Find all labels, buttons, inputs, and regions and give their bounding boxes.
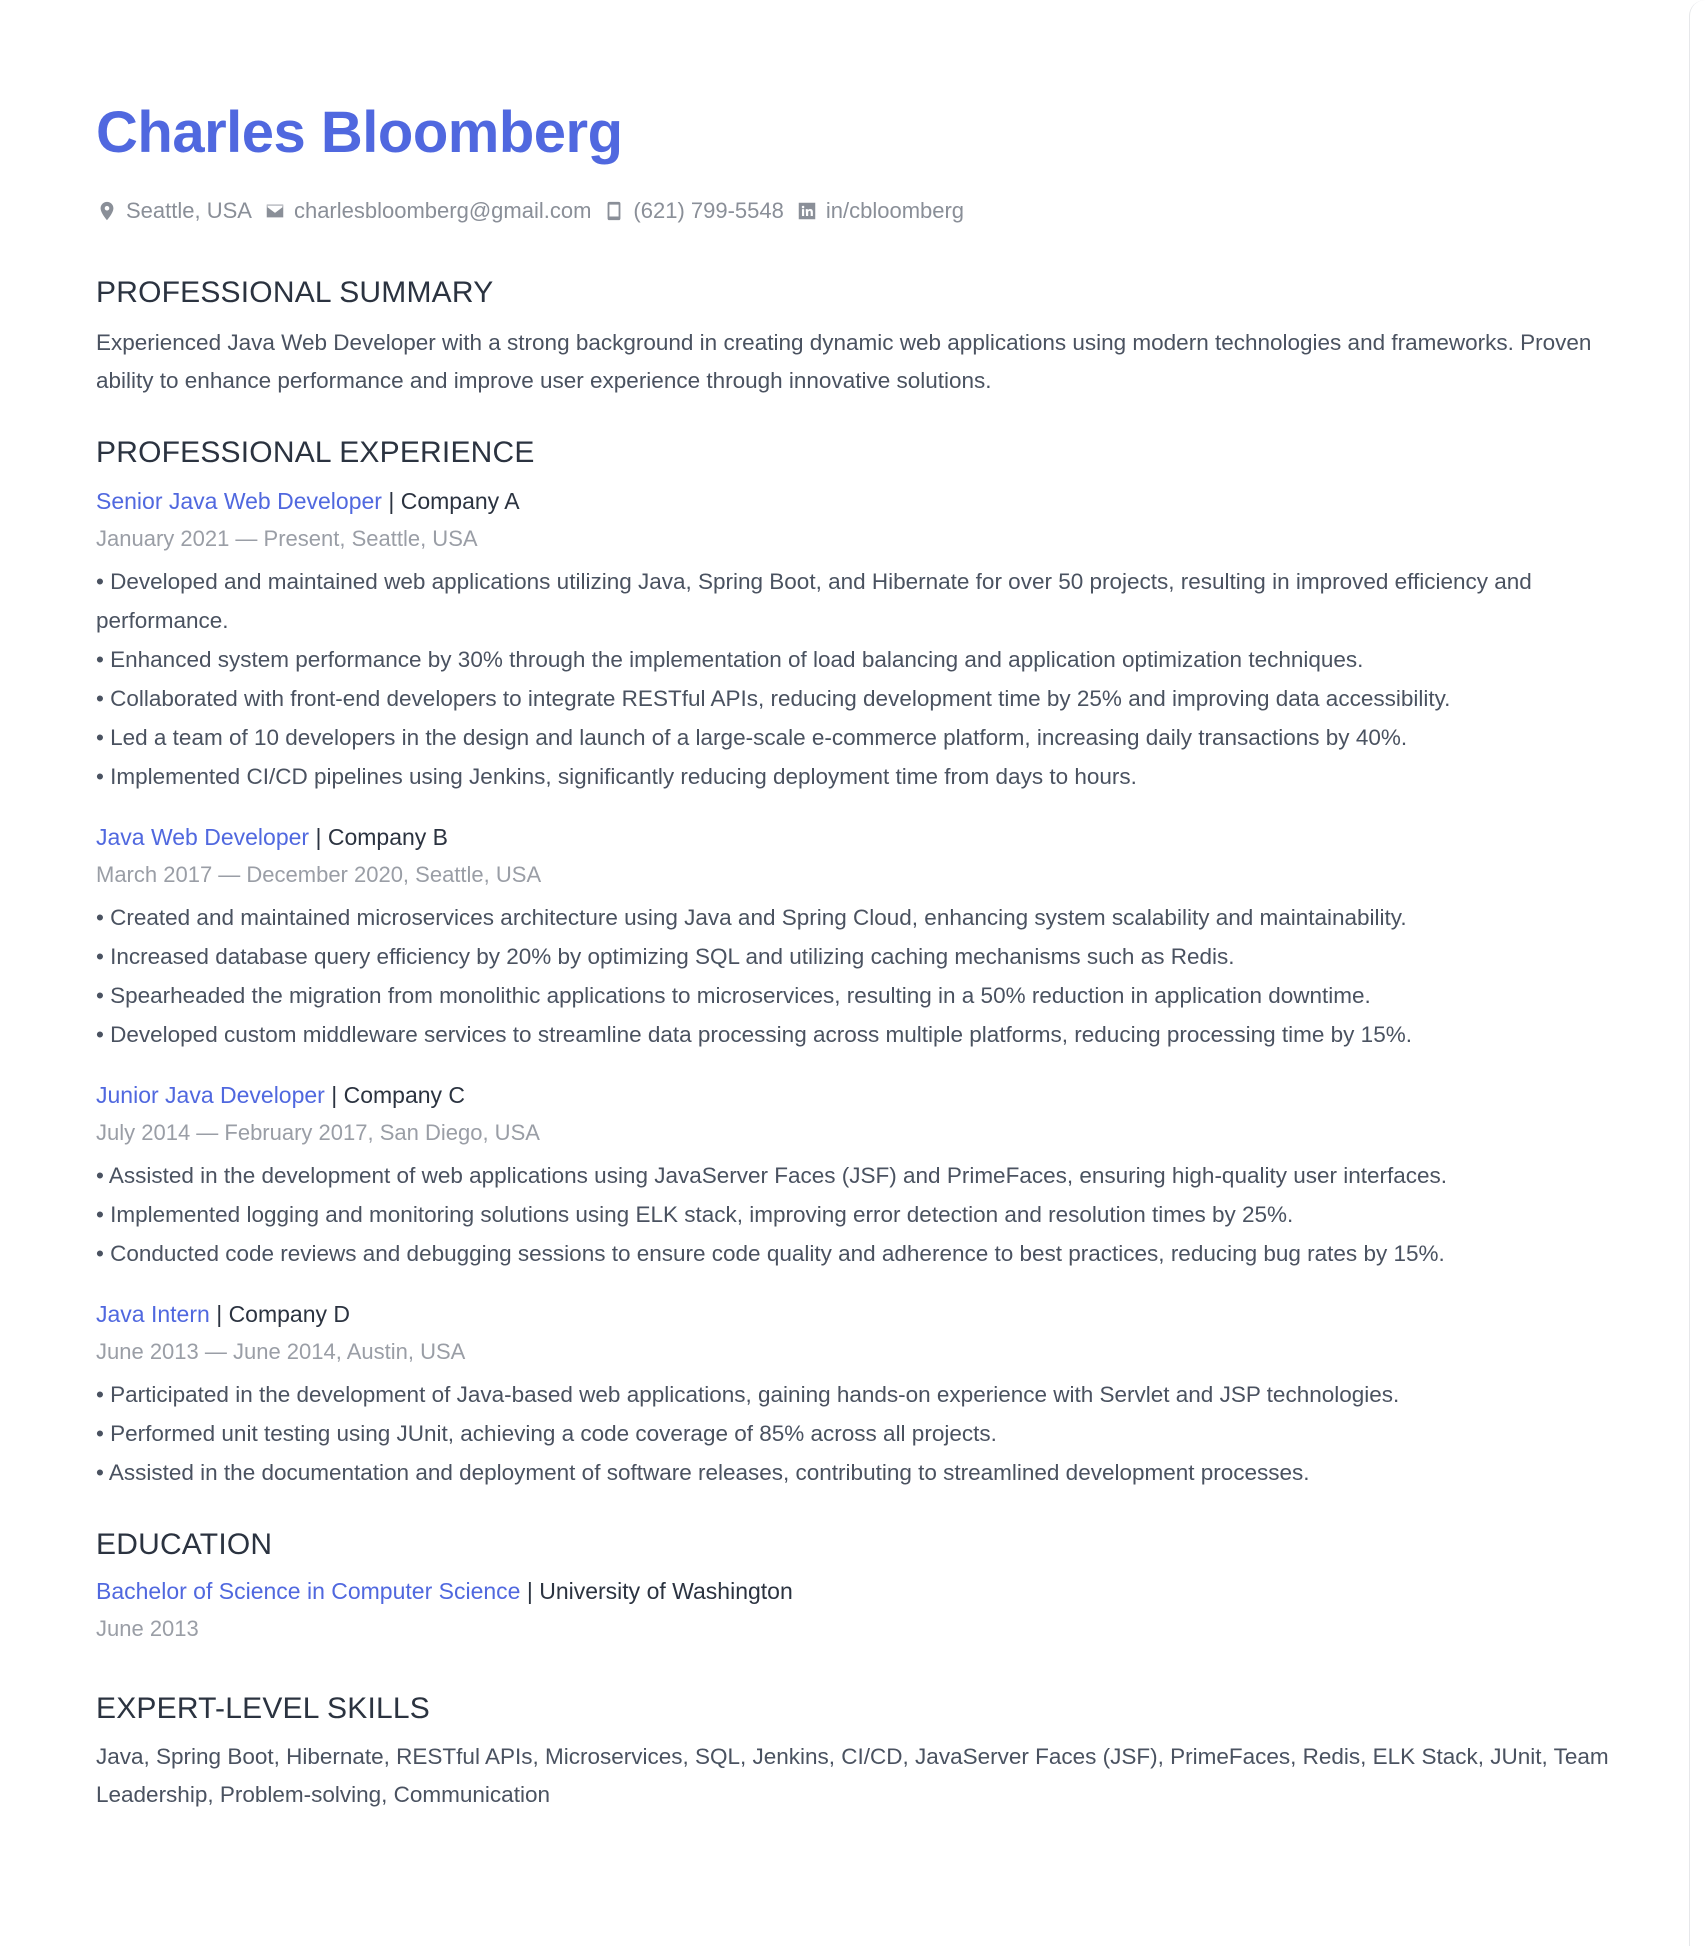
contact-location bbox=[96, 198, 252, 224]
job-meta: June 2013 — June 2014, Austin, USA bbox=[96, 1338, 466, 1364]
job-entry bbox=[96, 1295, 1612, 1492]
job-bullet: • Participated in the development of Java-based web applications, gaining hands-on experience with Servlet and JSP technologies. bbox=[96, 1381, 1400, 1407]
job-bullet: • Created and maintained microservices architecture using Java and Spring Cloud, enhancing system scalability and maintainability. bbox=[96, 904, 1407, 930]
job-heading bbox=[96, 482, 1612, 520]
separator: | bbox=[331, 1081, 338, 1108]
job-bullet: • Assisted in the documentation and deployment of software releases, contributing to streamlined development processes. bbox=[96, 1459, 1310, 1485]
job-bullet: • Assisted in the development of web applications using JavaServer Faces (JSF) and PrimeFaces, ensuring high-quality user interfaces. bbox=[96, 1162, 1448, 1188]
separator: | bbox=[216, 1300, 223, 1327]
job-bullet: • Developed custom middleware services to streamline data processing across multiple platforms, reducing processing time by 15%. bbox=[96, 1021, 1412, 1047]
job-bullet: • Led a team of 10 developers in the design and launch of a large-scale e-commerce platform, increasing daily transactions by 40%. bbox=[96, 724, 1408, 750]
job-entry bbox=[96, 1076, 1612, 1273]
separator: | bbox=[388, 487, 395, 514]
job-bullet: • Enhanced system performance by 30% through the implementation of load balancing and application optimization techniques. bbox=[96, 646, 1364, 672]
job-company: Company A bbox=[400, 487, 520, 514]
job-entry bbox=[96, 818, 1612, 1054]
skills-section bbox=[96, 1692, 1612, 1814]
education-title: EDUCATION bbox=[96, 1527, 273, 1561]
job-role: Java Web Developer bbox=[96, 823, 310, 850]
candidate-name: Charles Bloomberg bbox=[96, 100, 623, 165]
contact-email[interactable] bbox=[264, 198, 591, 224]
job-bullet: • Conducted code reviews and debugging sessions to ensure code quality and adherence to best practices, reducing bug rates by 15%. bbox=[96, 1240, 1445, 1266]
page-card-edge bbox=[1689, 0, 1708, 1946]
mobile-phone-icon bbox=[603, 200, 625, 222]
linkedin-text[interactable]: in/cbloomberg bbox=[825, 197, 965, 223]
job-bullet: • Implemented CI/CD pipelines using Jenkins, significantly reducing deployment time from days to hours. bbox=[96, 763, 1137, 789]
job-bullet: • Increased database query efficiency by 20% by optimizing SQL and utilizing caching mechanisms such as Redis. bbox=[96, 943, 1235, 969]
summary-section bbox=[96, 276, 1612, 400]
contact-linkedin[interactable] bbox=[796, 198, 964, 224]
job-meta: July 2014 — February 2017, San Diego, USA bbox=[96, 1119, 540, 1145]
contact-bar bbox=[96, 198, 1612, 224]
job-bullet: • Developed and maintained web applications utilizing Java, Spring Boot, and Hibernate for over 50 projects, resulting in improved efficiency and performance. bbox=[96, 568, 1532, 633]
job-entry bbox=[96, 482, 1612, 796]
skills-title: EXPERT-LEVEL SKILLS bbox=[96, 1691, 430, 1725]
location-text: Seattle, USA bbox=[126, 197, 252, 223]
experience-title: PROFESSIONAL EXPERIENCE bbox=[96, 435, 535, 469]
education-date: June 2013 bbox=[96, 1615, 199, 1641]
job-meta: March 2017 — December 2020, Seattle, USA bbox=[96, 861, 542, 887]
phone-text[interactable]: (621) 799-5548 bbox=[633, 197, 784, 223]
job-heading bbox=[96, 818, 1612, 856]
summary-title: PROFESSIONAL SUMMARY bbox=[96, 275, 494, 309]
job-role: Junior Java Developer bbox=[96, 1081, 325, 1108]
job-bullet: • Implemented logging and monitoring solutions using ELK stack, improving error detection and resolution times by 25%. bbox=[96, 1201, 1294, 1227]
email-text[interactable]: charlesbloomberg@gmail.com bbox=[293, 197, 592, 223]
summary-text: Experienced Java Web Developer with a strong background in creating dynamic web applications using modern technologies and frameworks. Proven ability to enhance performance and improve user experience through innovative solutions. bbox=[96, 329, 1592, 393]
job-company: Company C bbox=[343, 1081, 466, 1108]
degree: Bachelor of Science in Computer Science bbox=[96, 1577, 521, 1604]
map-pin-icon bbox=[96, 200, 118, 222]
envelope-icon bbox=[264, 200, 286, 222]
job-meta: January 2021 — Present, Seattle, USA bbox=[96, 525, 478, 551]
skills-text: Java, Spring Boot, Hibernate, RESTful APIs, Microservices, SQL, Jenkins, CI/CD, JavaServer Faces (JSF), PrimeFaces, Redis, ELK Stack, JUnit, Team Leadership, Problem-solving, Communication bbox=[96, 1743, 1609, 1807]
school: University of Washington bbox=[539, 1577, 793, 1604]
experience-section bbox=[96, 436, 1612, 1492]
separator: | bbox=[526, 1577, 533, 1604]
job-company: Company B bbox=[327, 823, 449, 850]
education-heading bbox=[96, 1572, 1612, 1610]
job-heading bbox=[96, 1295, 1612, 1333]
separator: | bbox=[315, 823, 322, 850]
job-bullet: • Spearheaded the migration from monolithic applications to microservices, resulting in a 50% reduction in application downtime. bbox=[96, 982, 1371, 1008]
contact-phone[interactable] bbox=[603, 198, 783, 224]
linkedin-icon bbox=[796, 200, 818, 222]
job-bullet: • Performed unit testing using JUnit, achieving a code coverage of 85% across all projects. bbox=[96, 1420, 997, 1446]
job-company: Company D bbox=[228, 1300, 350, 1327]
job-bullet: • Collaborated with front-end developers to integrate RESTful APIs, reducing development time by 25% and improving data accessibility. bbox=[96, 685, 1451, 711]
job-heading bbox=[96, 1076, 1612, 1114]
job-role: Java Intern bbox=[96, 1300, 210, 1327]
job-role: Senior Java Web Developer bbox=[96, 487, 382, 514]
education-section bbox=[96, 1528, 1612, 1648]
